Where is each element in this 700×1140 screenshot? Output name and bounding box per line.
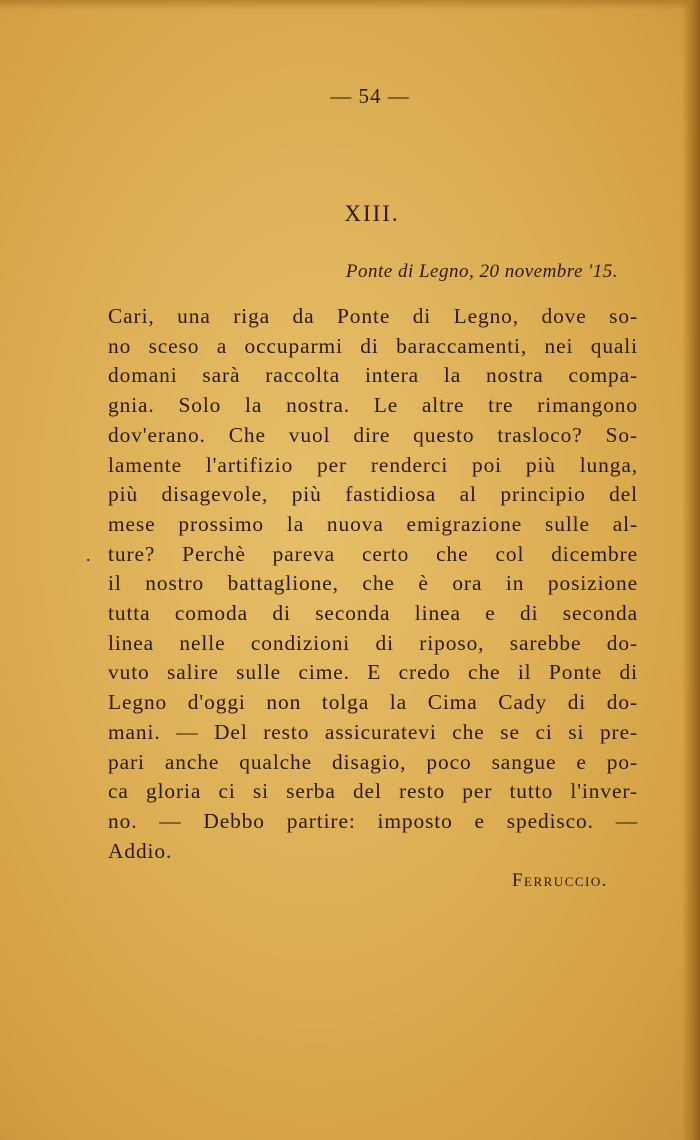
body-line: domani sarà raccolta intera la nostra compa- (108, 363, 638, 388)
body-line: più disagevole, più fastidiosa al principio del (108, 482, 638, 507)
letter-dateline: Ponte di Legno, 20 novembre '15. (345, 261, 618, 282)
body-line: ca gloria ci si serba del resto per tutto l'inver- (108, 779, 638, 804)
body-line: no. — Debbo partire: imposto e spedisco. — (108, 808, 638, 833)
body-line: gnia. Solo la nostra. Le altre tre rimangono (108, 393, 638, 418)
body-line: ture? Perchè pareva certo che col dicembre (108, 541, 638, 566)
margin-mark: . (86, 545, 91, 565)
body-line: linea nelle condizioni di riposo, sarebbe do- (108, 630, 638, 655)
page-edge-shadow (682, 0, 700, 1140)
body-line: no sceso a occuparmi di baraccamenti, nei quali (108, 333, 638, 358)
letter-body (108, 302, 638, 866)
body-line: Legno d'oggi non tolga la Cima Cady di do- (108, 690, 638, 715)
body-line: mese prossimo la nuova emigrazione sulle al- (108, 511, 638, 536)
body-line: lamente l'artifizio per renderci poi più lunga, (108, 452, 638, 477)
chapter-heading: XIII. (344, 201, 400, 226)
body-line: il nostro battaglione, che è ora in posizione (108, 571, 638, 596)
body-line: Cari, una riga da Ponte di Legno, dove so- (108, 304, 638, 328)
body-line: tutta comoda di seconda linea e di seconda (108, 601, 638, 626)
page-top-shadow (0, 0, 700, 10)
body-line: dov'erano. Che vuol dire questo trasloco? So- (108, 422, 638, 447)
body-line: vuto salire sulle cime. E credo che il Ponte di (108, 660, 638, 685)
page-number: — 54 — (330, 84, 410, 108)
body-line: Addio. (108, 838, 173, 863)
body-line: pari anche qualche disagio, poco sangue e po- (108, 749, 638, 774)
body-line: mani. — Del resto assicuratevi che se ci si pre- (108, 719, 638, 744)
letter-signature: Ferruccio. (511, 870, 608, 891)
